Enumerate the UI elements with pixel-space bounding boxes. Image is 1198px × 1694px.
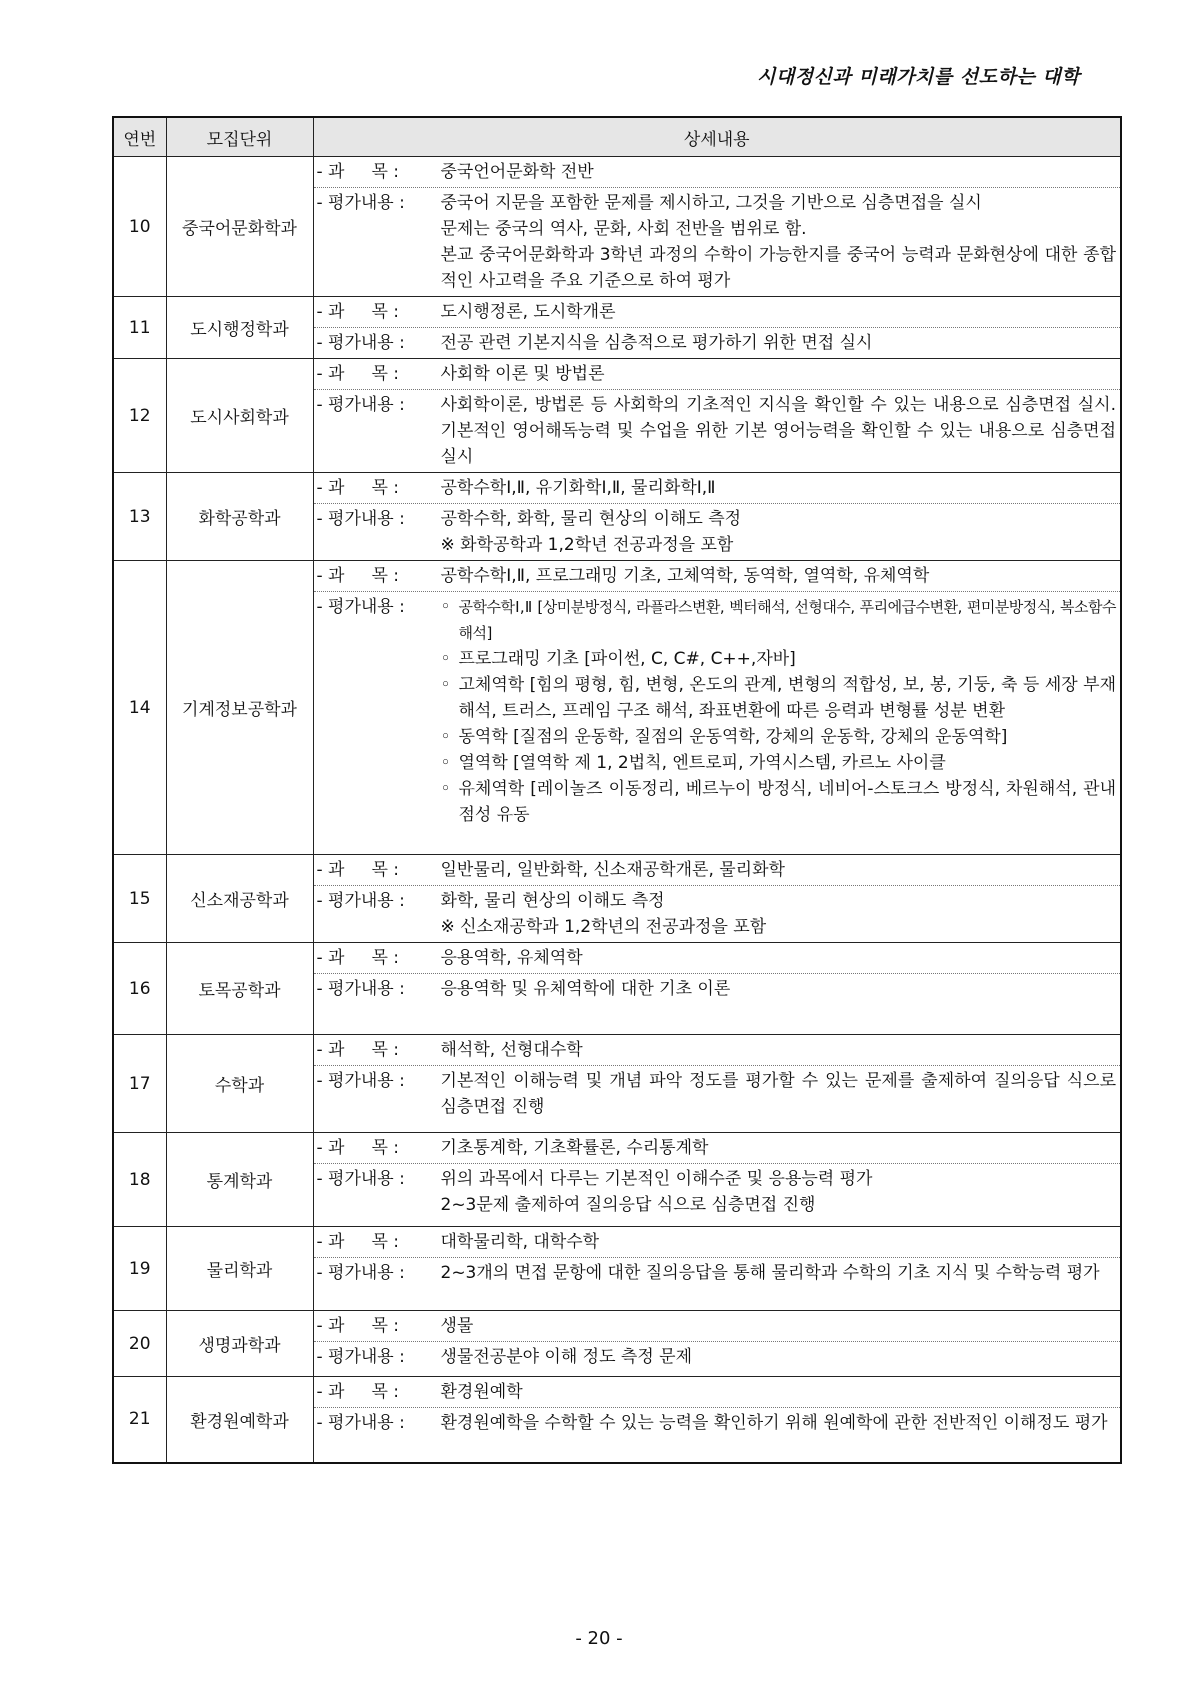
subject-line (314, 1227, 1121, 1258)
evaluation-line (314, 886, 1121, 942)
evaluation-paragraph: 문제는 중국의 역사, 문화, 사회 전반을 범위로 함. (440, 219, 807, 239)
table-row (113, 359, 1121, 473)
detail-cell (313, 359, 1121, 473)
table-row (113, 297, 1121, 359)
detail-cell (313, 157, 1121, 297)
detail-cell (313, 1377, 1121, 1463)
evaluation-text (441, 976, 1117, 1002)
subject-label: - 과 목 : (316, 1316, 400, 1336)
table-row (113, 943, 1121, 1035)
table-row (113, 473, 1121, 561)
header-detail: 상세내용 (313, 117, 1121, 157)
subject-text: 공학수학Ⅰ,Ⅱ, 프로그래밍 기초, 고체역학, 동역학, 열역학, 유체역학 (440, 566, 930, 586)
recruitment-unit: 기계정보공학과 (166, 561, 313, 855)
bullet-icon: ◦ (440, 779, 451, 799)
evaluation-bullet (441, 750, 1117, 776)
subject-line (314, 359, 1121, 390)
evaluation-label: - 평가내용 : (316, 509, 405, 529)
subject-line (314, 855, 1121, 886)
evaluation-text (441, 1260, 1117, 1286)
evaluation-paragraph: 응용역학 및 유체역학에 대한 기초 이론 (440, 979, 731, 999)
evaluation-label: - 평가내용 : (316, 395, 405, 415)
recruitment-unit: 신소재공학과 (166, 855, 313, 943)
subject-label: - 과 목 : (316, 948, 400, 968)
detail-cell (313, 1133, 1121, 1227)
recruitment-unit: 환경원예학과 (166, 1377, 313, 1463)
bullet-icon: ◦ (440, 649, 451, 669)
admission-detail-table (112, 116, 1122, 1464)
evaluation-paragraph: 위의 과목에서 다루는 기본적인 이해수준 및 응용능력 평가 (440, 1169, 873, 1189)
recruitment-unit: 물리학과 (166, 1227, 313, 1311)
evaluation-text (441, 506, 1117, 558)
evaluation-label: - 평가내용 : (316, 597, 405, 617)
table-row (113, 1377, 1121, 1463)
evaluation-line (314, 504, 1121, 560)
evaluation-line (314, 1164, 1121, 1220)
table-row (113, 1035, 1121, 1133)
recruitment-unit: 토목공학과 (166, 943, 313, 1035)
subject-line (314, 1311, 1121, 1342)
row-number: 14 (113, 561, 166, 855)
evaluation-text (441, 594, 1117, 828)
table-row (113, 1227, 1121, 1311)
row-number: 13 (113, 473, 166, 561)
evaluation-bullet (441, 646, 1117, 672)
evaluation-label: - 평가내용 : (316, 1347, 405, 1367)
evaluation-paragraph: 본교 중국어문화학과 3학년 과정의 수학이 가능한지를 중국어 능력과 문화현상에 대한 종합적인 사고력을 주요 기준으로 하여 평가 (440, 245, 1116, 291)
evaluation-paragraph: 기본적인 이해능력 및 개념 파악 정도를 평가할 수 있는 문제를 출제하여 질의응답 식으로 심층면접 진행 (440, 1071, 1116, 1117)
evaluation-label: - 평가내용 : (316, 1071, 405, 1091)
university-slogan: 시대정신과 미래가치를 선도하는 대학 (756, 66, 1080, 88)
subject-line (314, 943, 1121, 974)
evaluation-line (314, 1342, 1121, 1372)
subject-label: - 과 목 : (316, 478, 400, 498)
bullet-text: 공학수학Ⅰ,Ⅱ [상미분방정식, 라플라스변환, 벡터해석, 선형대수, 푸리에급수변환, 편미분방정식, 복소함수해석] (458, 598, 1116, 642)
detail-cell (313, 561, 1121, 855)
row-number: 12 (113, 359, 166, 473)
evaluation-paragraph: 화학, 물리 현상의 이해도 측정 (440, 891, 665, 911)
evaluation-bullet (441, 672, 1117, 724)
subject-line (314, 561, 1121, 592)
recruitment-unit: 통계학과 (166, 1133, 313, 1227)
subject-text: 기초통계학, 기초확률론, 수리통계학 (440, 1138, 709, 1158)
evaluation-paragraph: 중국어 지문을 포함한 문제를 제시하고, 그것을 기반으로 심층면접을 실시 (440, 193, 982, 213)
subject-label: - 과 목 : (316, 364, 400, 384)
subject-text: 공학수학Ⅰ,Ⅱ, 유기화학Ⅰ,Ⅱ, 물리화학Ⅰ,Ⅱ (440, 478, 716, 498)
header-no: 연번 (113, 117, 166, 157)
header-unit: 모집단위 (166, 117, 313, 157)
subject-line (314, 157, 1121, 188)
row-number: 20 (113, 1311, 166, 1377)
evaluation-paragraph: 사회학이론, 방법론 등 사회학의 기초적인 지식을 확인할 수 있는 내용으로 심층면접 실시. 기본적인 영어해독능력 및 수업을 위한 기본 영어능력을 확인할 수 있는 내용으로 심층면접 실시 (440, 395, 1116, 467)
evaluation-label: - 평가내용 : (316, 193, 405, 213)
evaluation-paragraph: 2~3개의 면접 문항에 대한 질의응답을 통해 물리학과 수학의 기초 지식 및 수학능력 평가 (440, 1263, 1100, 1283)
subject-text: 해석학, 선형대수학 (440, 1040, 583, 1060)
subject-text: 중국언어문화학 전반 (440, 162, 594, 182)
row-number: 21 (113, 1377, 166, 1463)
recruitment-unit: 도시사회학과 (166, 359, 313, 473)
evaluation-line (314, 1408, 1121, 1438)
evaluation-text (441, 330, 1117, 356)
subject-line (314, 1377, 1121, 1408)
evaluation-line (314, 1066, 1121, 1122)
evaluation-line (314, 1258, 1121, 1288)
detail-cell (313, 1311, 1121, 1377)
subject-line (314, 473, 1121, 504)
bullet-icon: ◦ (440, 727, 451, 747)
detail-cell (313, 297, 1121, 359)
subject-line (314, 297, 1121, 328)
detail-cell (313, 855, 1121, 943)
subject-text: 일반물리, 일반화학, 신소재공학개론, 물리화학 (440, 860, 785, 880)
evaluation-label: - 평가내용 : (316, 1169, 405, 1189)
detail-cell (313, 1227, 1121, 1311)
subject-label: - 과 목 : (316, 860, 400, 880)
evaluation-text (441, 1410, 1117, 1436)
subject-text: 도시행정론, 도시학개론 (440, 302, 616, 322)
subject-text: 대학물리학, 대학수학 (440, 1232, 600, 1252)
subject-text: 사회학 이론 및 방법론 (440, 364, 605, 384)
subject-label: - 과 목 : (316, 162, 400, 182)
recruitment-unit: 수학과 (166, 1035, 313, 1133)
table-row (113, 561, 1121, 855)
bullet-icon: ◦ (440, 597, 451, 617)
table-row (113, 1311, 1121, 1377)
evaluation-text (441, 1344, 1117, 1370)
row-number: 17 (113, 1035, 166, 1133)
subject-text: 생물 (440, 1316, 474, 1336)
detail-cell (313, 1035, 1121, 1133)
table-header-row (113, 117, 1121, 157)
detail-cell (313, 943, 1121, 1035)
recruitment-unit: 중국어문화학과 (166, 157, 313, 297)
subject-label: - 과 목 : (316, 566, 400, 586)
evaluation-label: - 평가내용 : (316, 979, 405, 999)
evaluation-text (441, 392, 1117, 470)
subject-label: - 과 목 : (316, 1232, 400, 1252)
table-row (113, 157, 1121, 297)
bullet-text: 고체역학 [힘의 평형, 힘, 변형, 온도의 관계, 변형의 적합성, 보, 봉, 기둥, 축 등 세장 부재 해석, 트러스, 프레임 구조 해석, 좌표변환에 따른 응력과 변형률 성분 변환 (458, 675, 1116, 721)
bullet-icon: ◦ (440, 753, 451, 773)
row-number: 10 (113, 157, 166, 297)
subject-text: 응용역학, 유체역학 (440, 948, 583, 968)
row-number: 18 (113, 1133, 166, 1227)
evaluation-paragraph: ※ 화학공학과 1,2학년 전공과정을 포함 (440, 535, 734, 555)
evaluation-paragraph: ※ 신소재공학과 1,2학년의 전공과정을 포함 (440, 917, 767, 937)
evaluation-label: - 평가내용 : (316, 333, 405, 353)
subject-label: - 과 목 : (316, 302, 400, 322)
recruitment-unit: 화학공학과 (166, 473, 313, 561)
bullet-text: 열역학 [열역학 제 1, 2법칙, 엔트로피, 가역시스템, 카르노 사이클 (458, 753, 946, 773)
recruitment-unit: 생명과학과 (166, 1311, 313, 1377)
evaluation-label: - 평가내용 : (316, 891, 405, 911)
evaluation-paragraph: 공학수학, 화학, 물리 현상의 이해도 측정 (440, 509, 742, 529)
evaluation-paragraph: 환경원예학을 수학할 수 있는 능력을 확인하기 위해 원예학에 관한 전반적인 이해정도 평가 (440, 1413, 1108, 1433)
subject-line (314, 1133, 1121, 1164)
bullet-icon: ◦ (440, 675, 451, 695)
evaluation-bullet (441, 594, 1117, 646)
row-number: 11 (113, 297, 166, 359)
bullet-text: 유체역학 [레이놀즈 이동정리, 베르누이 방정식, 네비어-스토크스 방정식, 차원해석, 관내 점성 유동 (458, 779, 1116, 825)
bullet-text: 프로그래밍 기초 [파이썬, C, C#, C++,자바] (458, 649, 796, 669)
evaluation-bullet (441, 724, 1117, 750)
evaluation-line (314, 592, 1121, 830)
evaluation-line (314, 328, 1121, 358)
evaluation-paragraph: 2~3문제 출제하여 질의응답 식으로 심층면접 진행 (440, 1195, 816, 1215)
subject-text: 환경원예학 (440, 1382, 523, 1402)
evaluation-paragraph: 생물전공분야 이해 정도 측정 문제 (440, 1347, 693, 1367)
table-row (113, 855, 1121, 943)
evaluation-label: - 평가내용 : (316, 1263, 405, 1283)
bullet-text: 동역학 [질점의 운동학, 질점의 운동역학, 강체의 운동학, 강체의 운동역학] (458, 727, 1008, 747)
evaluation-text (441, 1166, 1117, 1218)
table-row (113, 1133, 1121, 1227)
row-number: 19 (113, 1227, 166, 1311)
evaluation-text (441, 1068, 1117, 1120)
evaluation-label: - 평가내용 : (316, 1413, 405, 1433)
evaluation-line (314, 390, 1121, 472)
row-number: 15 (113, 855, 166, 943)
evaluation-bullet (441, 776, 1117, 828)
evaluation-line (314, 188, 1121, 296)
subject-line (314, 1035, 1121, 1066)
page-number: - 20 - (575, 1628, 623, 1649)
subject-label: - 과 목 : (316, 1382, 400, 1402)
detail-cell (313, 473, 1121, 561)
subject-label: - 과 목 : (316, 1138, 400, 1158)
subject-label: - 과 목 : (316, 1040, 400, 1060)
evaluation-text (441, 190, 1117, 294)
evaluation-line (314, 974, 1121, 1004)
row-number: 16 (113, 943, 166, 1035)
evaluation-paragraph: 전공 관련 기본지식을 심층적으로 평가하기 위한 면접 실시 (440, 333, 873, 353)
recruitment-unit: 도시행정학과 (166, 297, 313, 359)
evaluation-text (441, 888, 1117, 940)
